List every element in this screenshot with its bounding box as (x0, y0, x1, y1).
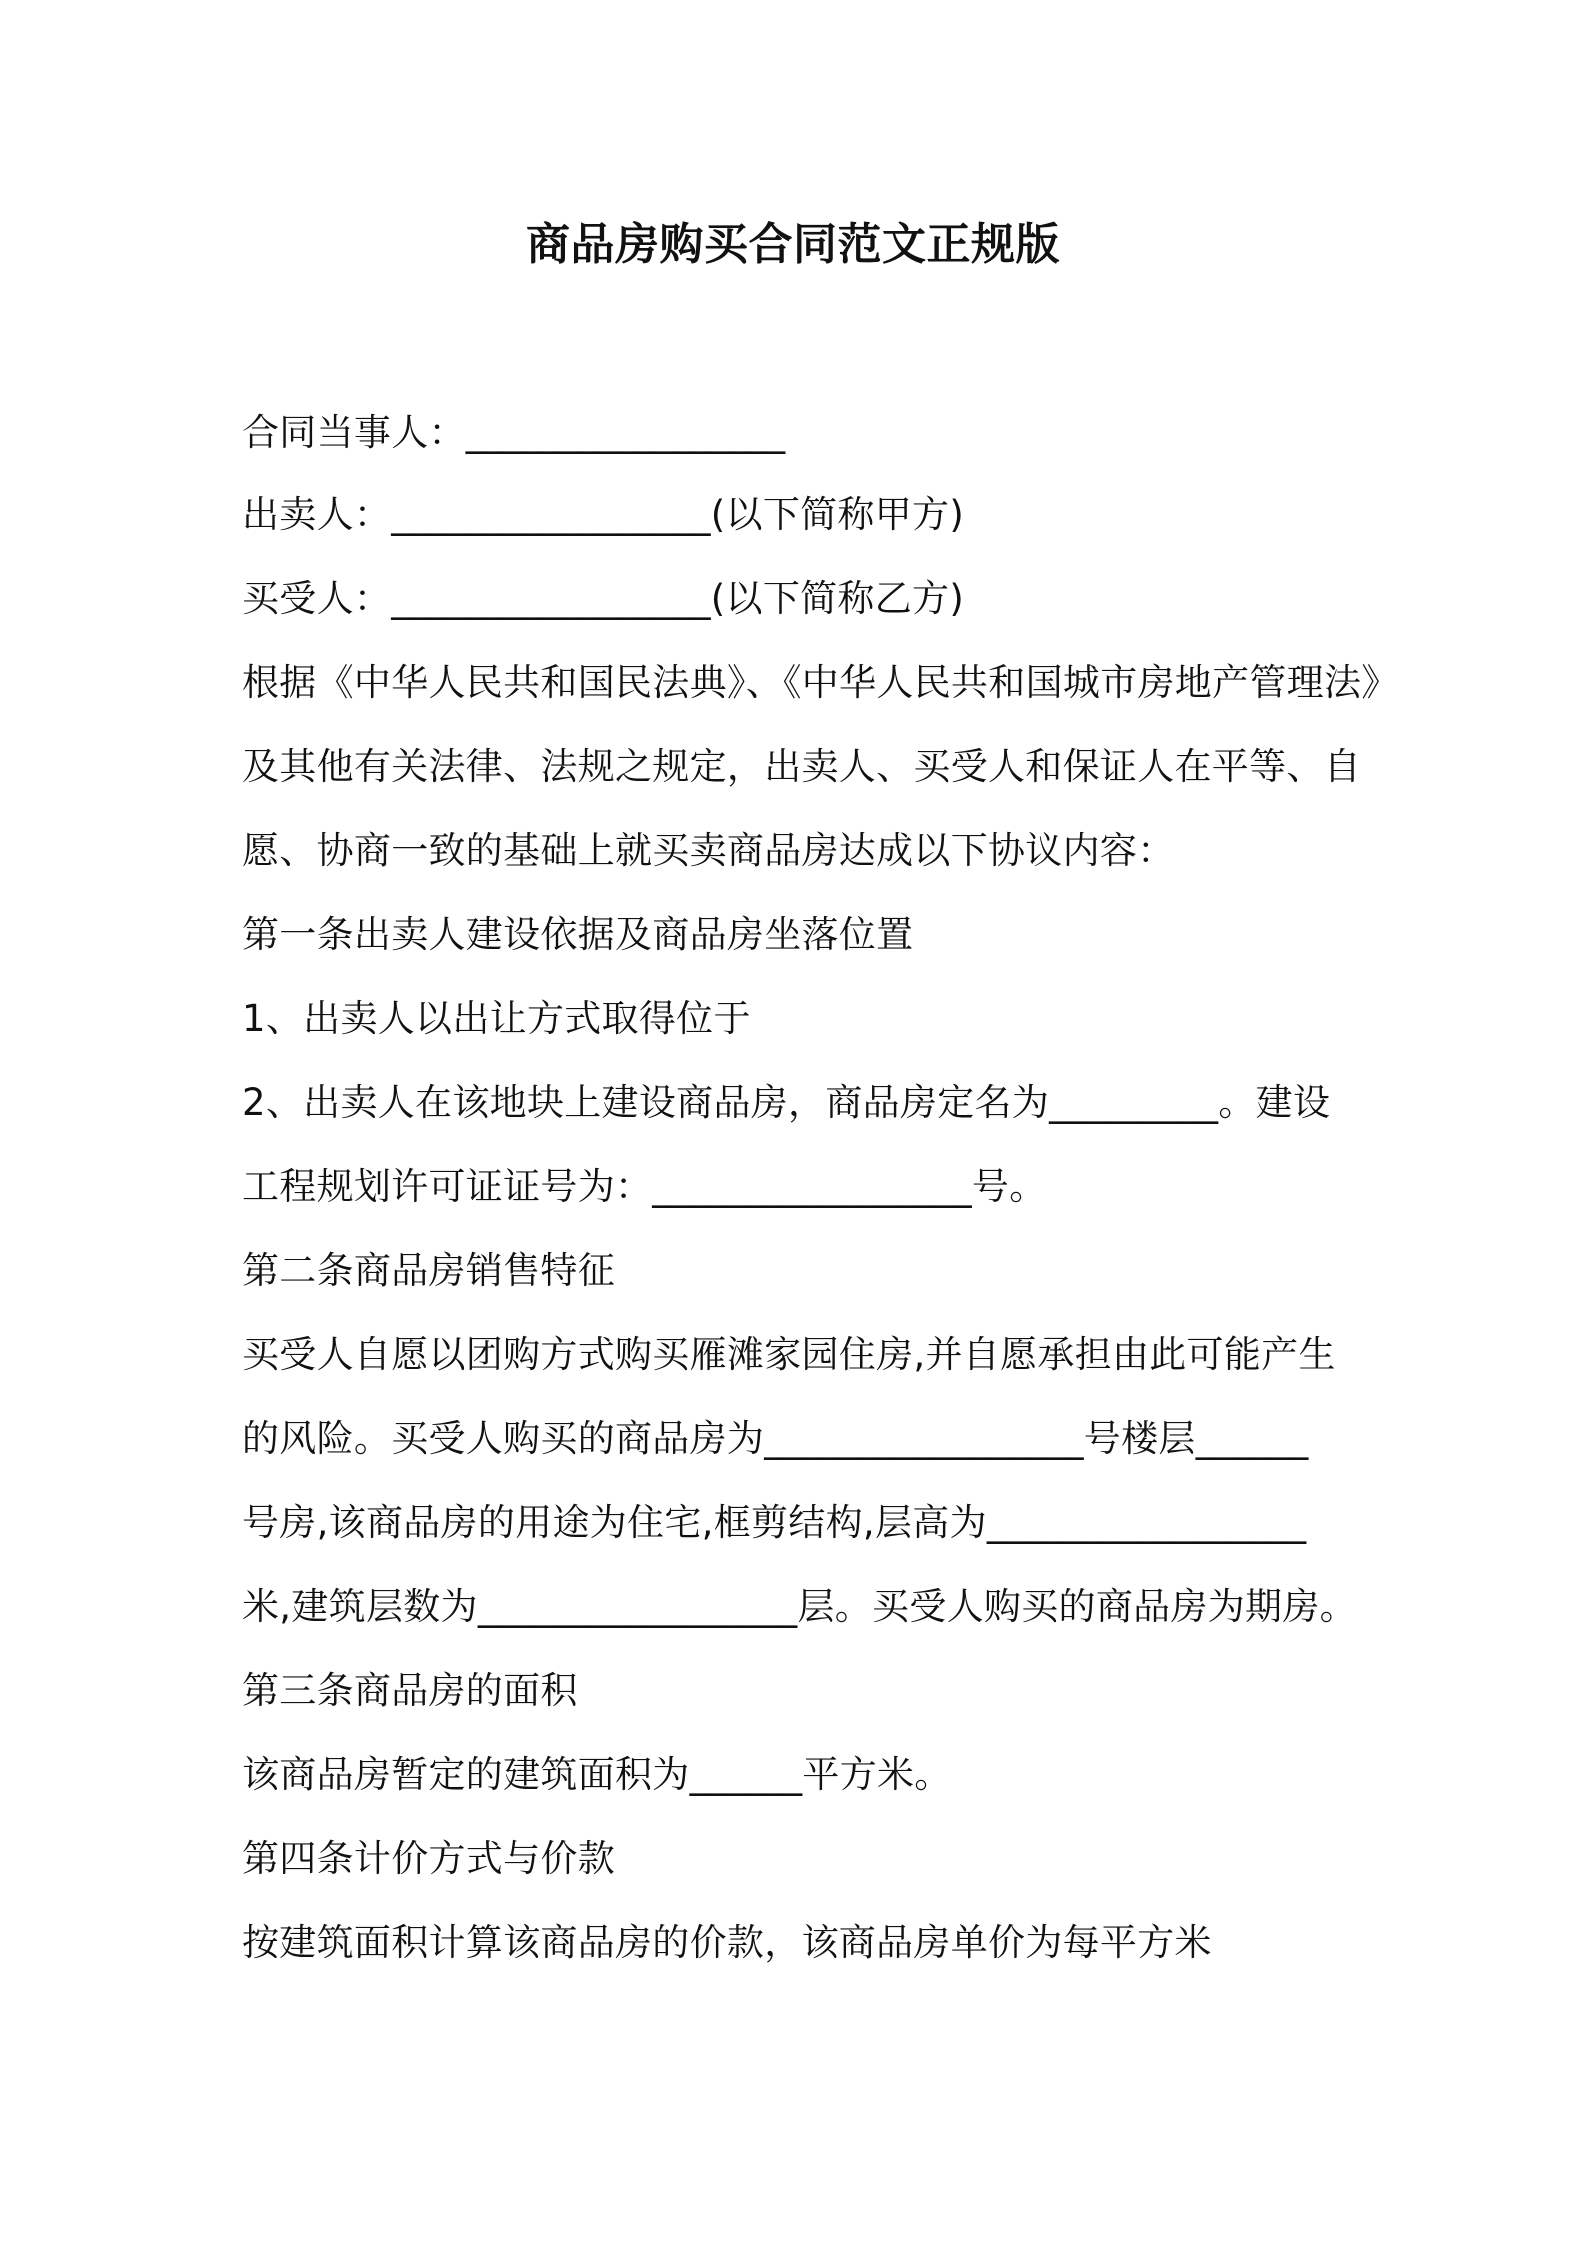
article-heading: 第三条商品房的面积 (242, 1669, 578, 1712)
body-line: 1、出卖人以出让方式取得位于 (242, 997, 751, 1040)
body-line: 该商品房暂定的建筑面积为______平方米。 (242, 1753, 952, 1796)
body-line: 买受人自愿以团购方式购买雁滩家园住房,并自愿承担由此可能产生 (242, 1333, 1336, 1376)
body-line: 根据《中华人民共和国民法典》、《中华人民共和国城市房地产管理法》 (242, 661, 1399, 704)
buyer-line: 买受人：_________________(以下简称乙方) (242, 577, 965, 620)
seller-line: 出卖人：_________________(以下简称甲方) (242, 493, 965, 536)
body-line: 号房,该商品房的用途为住宅,框剪结构,层高为_________________ (242, 1501, 1307, 1544)
body-line: 米,建筑层数为_________________层。买受人购买的商品房为期房。 (242, 1585, 1357, 1628)
body-line: 工程规划许可证证号为：_________________号。 (242, 1165, 1047, 1208)
contract-parties-line: 合同当事人：_________________ (242, 411, 786, 454)
document-title: 商品房购买合同范文正规版 (526, 219, 1060, 270)
body-line: 愿、协商一致的基础上就买卖商品房达成以下协议内容： (242, 829, 1175, 872)
article-heading: 第二条商品房销售特征 (242, 1249, 615, 1292)
article-heading: 第一条出卖人建设依据及商品房坐落位置 (242, 913, 914, 956)
body-line: 2、出卖人在该地块上建设商品房，商品房定名为_________。建设 (242, 1081, 1331, 1124)
body-line: 按建筑面积计算该商品房的价款，该商品房单价为每平方米 (242, 1921, 1212, 1964)
article-heading: 第四条计价方式与价款 (242, 1837, 615, 1880)
body-line: 的风险。买受人购买的商品房为_________________号楼层______ (242, 1417, 1309, 1460)
body-line: 及其他有关法律、法规之规定，出卖人、买受人和保证人在平等、自 (242, 745, 1361, 788)
